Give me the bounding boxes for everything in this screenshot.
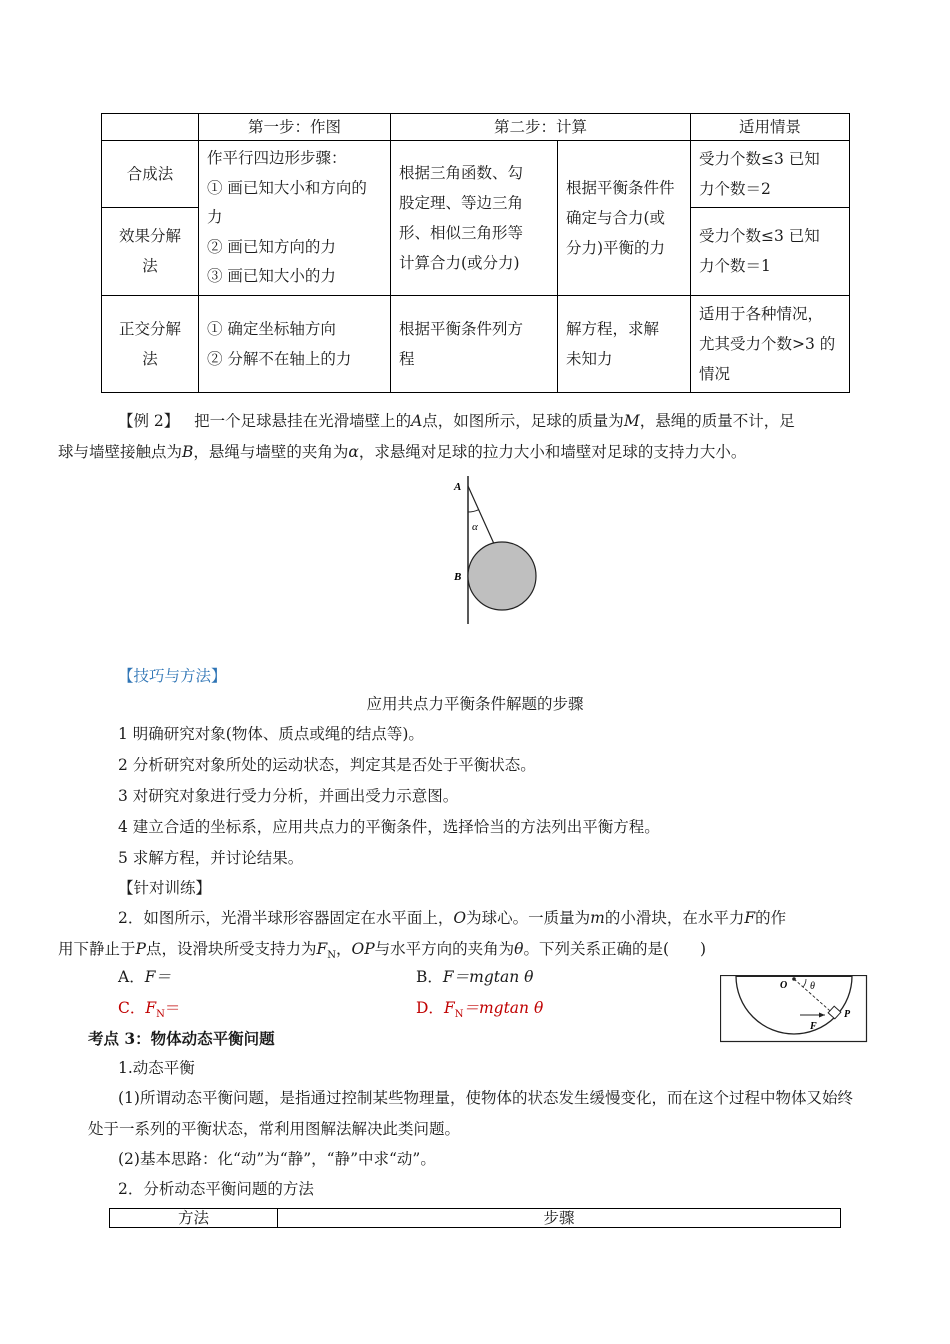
table-header-row [102,114,850,141]
text-run: 球与墙壁接触点为 [58,443,183,461]
text-line: ① 画已知大小和方向的 [207,178,367,197]
label-A: A [454,481,462,493]
option-label: C． [118,999,146,1017]
var-P: P [135,940,146,958]
text-run: 的作 [755,909,787,927]
step2-balance-cell-zhengjiao [558,295,691,392]
text-line: 计算合力(或分力) [399,253,520,272]
var-OP: OP [351,940,375,958]
text-run: 点，如图所示，足球的质量为 [422,412,624,430]
text-run: ， [335,940,352,958]
label-F: F [810,1021,817,1032]
header-cell-method: 方法 [110,1209,278,1228]
text-line: ② 画已知方向的力 [207,237,336,256]
subscript-N: N [454,1009,464,1021]
text-run: 如图所示，光滑半球形容器固定在水平面上， [143,909,454,927]
tips-step-4: 4 建立合适的坐标系，应用共点力的平衡条件，选择恰当的方法列出平衡方程。 [118,818,660,836]
method-table [101,113,850,393]
point3-heading: 考点 3：物体动态平衡问题 [88,1029,275,1048]
option-label: B． [416,968,443,986]
header-cell-step2: 第二步：计算 [391,114,691,141]
tips-step-3: 3 对研究对象进行受力分析，并画出受力示意图。 [118,787,459,805]
hemisphere-container-figure [720,975,868,1043]
text-run: 用下静止于 [58,940,136,958]
option-text: F [145,999,157,1017]
dynamic-methods-table [109,1208,841,1228]
text-line: 根据三角函数、勾 [399,163,524,182]
header-cell-empty [102,114,199,141]
var-theta: θ [514,940,524,958]
step1-cell-zhengjiao [199,295,391,392]
text-line: 根据平衡条件列方 [399,319,524,338]
angle-arc [468,510,479,512]
var-alpha: α [348,443,359,461]
text-line: 力个数＝2 [699,180,771,199]
text-line: 根据平衡条件件 [566,178,675,197]
table-row [102,141,850,208]
header-cell-steps: 步骤 [278,1209,841,1228]
option-eq: ＝ [164,999,181,1017]
text-line: 情况 [699,364,731,383]
text-line: 受力个数≤3 已知 [699,150,820,169]
var-M: M [623,412,640,430]
text-line: 力个数＝1 [699,257,771,276]
step2-calc-cell-shared [391,141,558,296]
subscript-N: N [327,950,336,962]
text-line: 形、相似三角形等 [399,223,524,242]
option-text: F [443,999,455,1017]
label-P: P [844,1009,851,1020]
option-label: A． [118,968,145,986]
text-line: 正交分解 [118,319,181,338]
option-B[interactable] [416,962,533,992]
angle-arc-theta [803,979,806,987]
step2-balance-cell-shared [558,141,691,296]
training-question [58,903,863,971]
example-tag: 【例 2】 [118,412,180,430]
label-theta: θ [810,981,815,992]
text-run: 把一个足球悬挂在光滑墙壁上的 [194,412,412,430]
option-text: F＝mgtan θ [442,968,534,986]
tips-step-5: 5 求解方程，并讨论结果。 [118,849,304,867]
rope-line [468,486,495,546]
var-FN: F [316,940,328,958]
text-line: 确定与合力(或 [566,208,666,227]
text-line: 力 [207,208,223,226]
option-label: D． [416,999,444,1017]
text-run: 为球心。一质量为 [466,909,591,927]
option-A[interactable] [118,962,171,992]
point3-section-2: 2．分析动态平衡问题的方法 [118,1180,314,1198]
scene-cell-hecheng [691,141,850,208]
text-run: ，悬绳与墙壁的夹角为 [193,443,349,461]
tips-step-1: 1 明确研究对象(物体、质点或绳的结点等)。 [118,725,424,743]
slider-block [828,1006,841,1019]
text-run: ，悬绳的质量不计，足 [639,412,795,430]
text-line: 解方程，求解 [566,319,660,338]
header-cell-scene: 适用情景 [691,114,850,141]
text-line: 法 [142,349,158,368]
option-D[interactable] [416,993,543,1030]
text-line: ② 分解不在轴上的力 [207,349,352,368]
scene-cell-xiaoguo [691,208,850,295]
label-B: B [454,571,462,583]
method-name-zhengjiao [102,295,199,392]
arrow-head [819,1013,825,1018]
text-run: 与水平方向的夹角为 [374,940,515,958]
text-run: 的小滑块，在水平力 [604,909,745,927]
text-line: 受力个数≤3 已知 [699,227,820,246]
hemisphere-bowl [736,976,852,1034]
football-ball [468,542,536,610]
step1-cell-shared [199,141,391,296]
tips-step-2: 2 分析研究对象所处的运动状态，判定其是否处于平衡状态。 [118,756,536,774]
header-cell-step1: 第一步：作图 [199,114,391,141]
text-line: 效果分解 [118,227,181,246]
var-A: A [411,412,423,430]
text-run: 点，设滑块所受支持力为 [145,940,317,958]
training-heading: 【针对训练】 [118,879,212,897]
text-line: 股定理、等边三角 [399,193,524,212]
point3-paragraph-1: (1)所谓动态平衡问题，是指通过控制某些物理量，使物体的状态发生缓慢变化，而在这个过程中物体又始终处于一系列的平衡状态，常利用图解法解决此类问题。 [88,1089,853,1138]
text-line: 分力)平衡的力 [566,238,666,257]
text-line: 未知力 [566,349,613,368]
method-name-xiaoguo [102,208,199,295]
text-line: 适用于各种情况， [699,304,824,323]
var-F: F [744,909,756,927]
method-name-hecheng: 合成法 [102,141,199,208]
var-m: m [590,909,605,927]
option-text: F＝ [144,968,171,986]
ball-on-wall-figure [450,474,550,626]
tips-heading: 【技巧与方法】 [118,667,227,685]
text-line: ① 确定坐标轴方向 [207,319,336,338]
text-run: ，求悬绳对足球的拉力大小和墙壁对足球的支持力大小。 [358,443,747,461]
step2-calc-cell-zhengjiao [391,295,558,392]
text-line: 程 [399,349,415,368]
option-eq: ＝mgtan θ [463,999,544,1017]
var-B: B [182,443,194,461]
table-header-row [110,1209,841,1228]
text-line: 尤其受力个数>3 的 [699,334,836,353]
scene-cell-zhengjiao [691,295,850,392]
example2-paragraph [58,406,863,468]
text-line: 法 [142,257,158,276]
table-row [102,295,850,392]
text-run: 。下列关系正确的是( ) [523,940,707,958]
question-number: 2． [118,909,144,927]
label-alpha: α [472,521,478,533]
text-line: 作平行四边形步骤： [207,149,347,167]
tips-title: 应用共点力平衡条件解题的步骤 [366,695,584,713]
point3-paragraph-2: (2)基本思路：化“动”为“静”，“静”中求“动”。 [118,1150,436,1168]
subscript-N: N [156,1009,165,1021]
point3-section-1: 1.动态平衡 [118,1059,195,1077]
var-O: O [453,909,467,927]
label-O: O [780,980,788,991]
text-line: ③ 画已知大小的力 [207,267,336,285]
